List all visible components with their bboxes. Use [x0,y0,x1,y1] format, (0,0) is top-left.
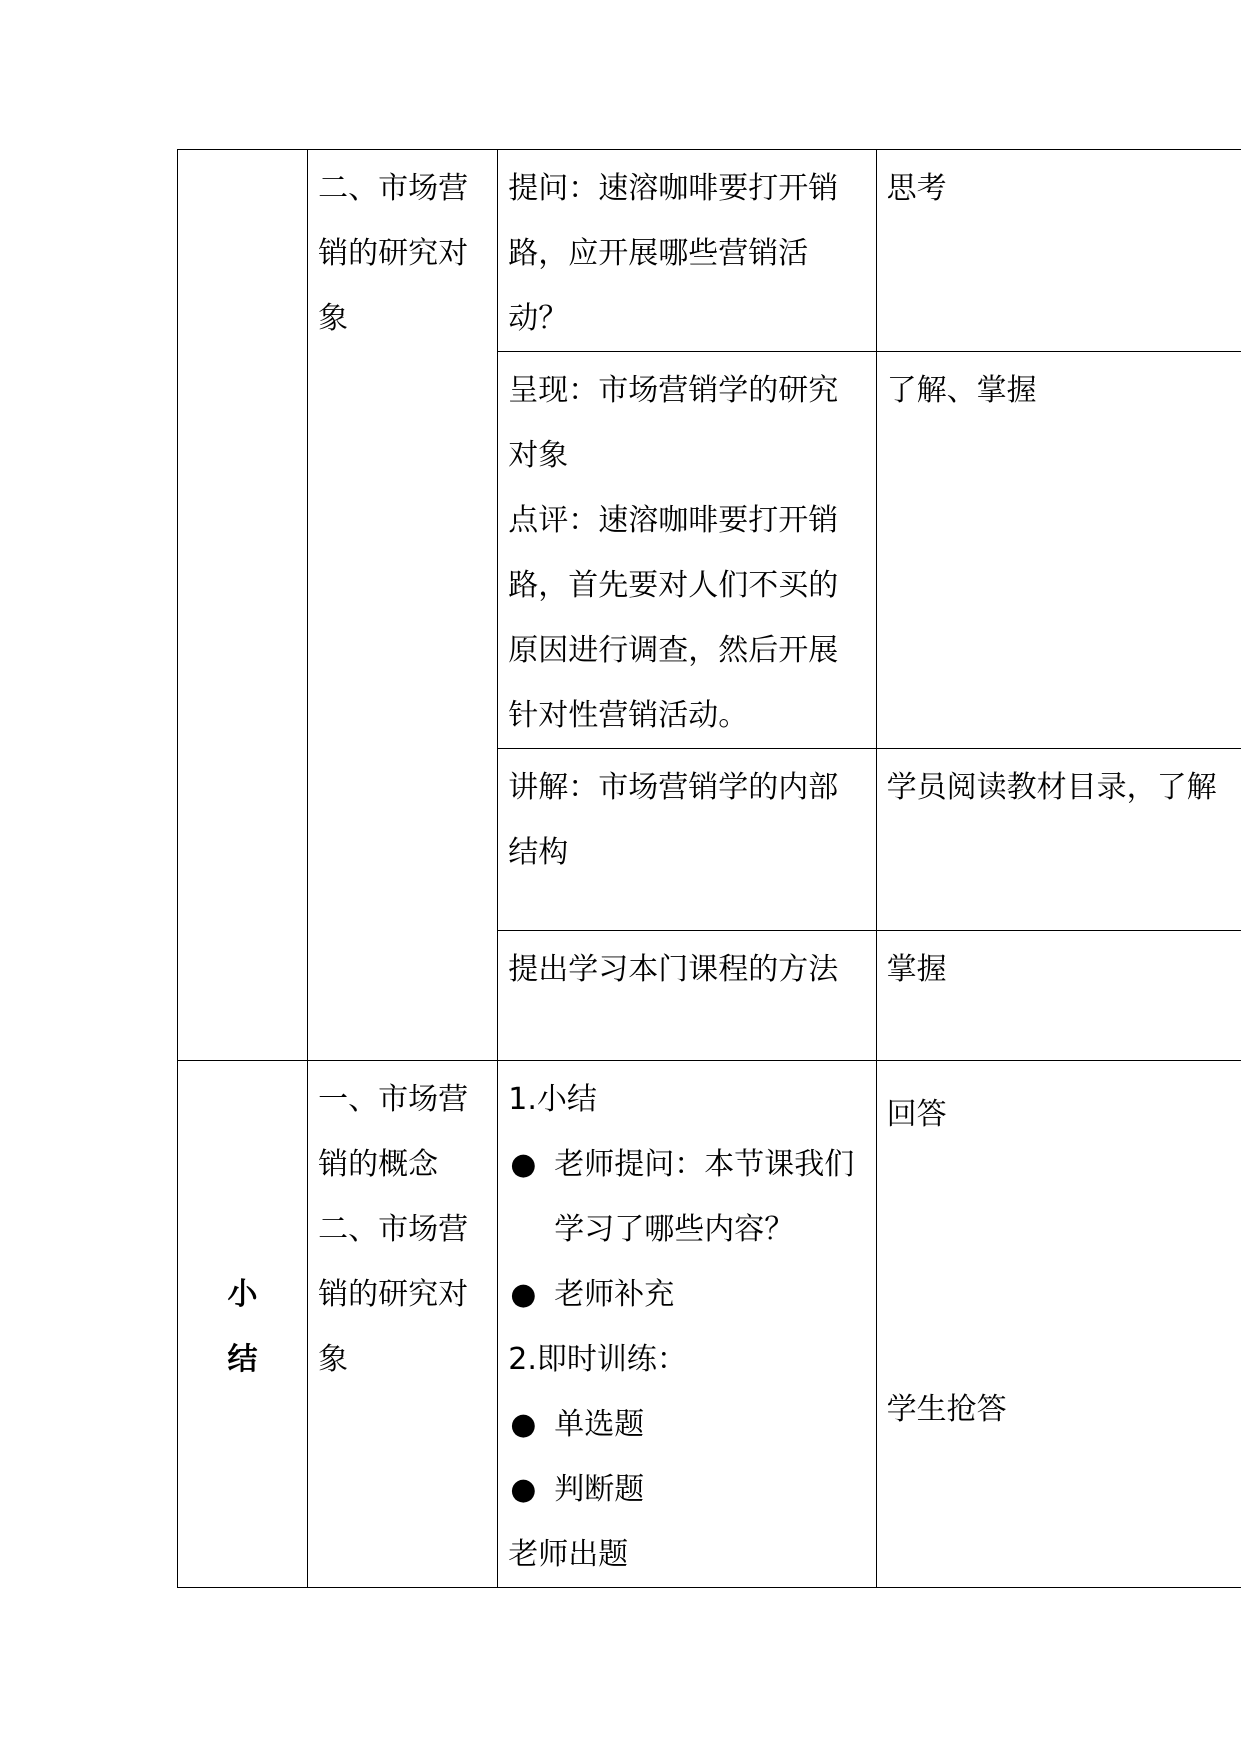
activity-cell [876,1061,1241,1588]
method-cell [498,931,876,1061]
activity-text: 学生抢答 [886,1392,1007,1427]
stage-label: 小 [227,1277,258,1312]
method-text: 呈现：市场营销学的研究对象 [508,373,839,473]
method-text: 提出学习本门课程的方法 [508,952,839,987]
bullet-icon: ● [510,1147,537,1182]
list-item-text: 单选题 [554,1407,645,1442]
bullet-icon: ● [510,1472,537,1507]
method-cell [498,150,876,352]
closing-text: 老师出题 [508,1537,629,1572]
training-heading: 2.即时训练： [508,1342,687,1377]
activity-cell [876,749,1241,931]
topic-text: 一、市场营销的概念 [318,1082,469,1182]
activity-text: 思考 [886,171,947,206]
activity-spacer [887,1147,1241,1377]
stage-label: 结 [227,1342,258,1377]
stage-cell-empty [178,150,308,1061]
list-item-text: 判断题 [554,1472,645,1507]
method-text: 点评：速溶咖啡要打开销路，首先要对人们不买的原因进行调查，然后开展针对性营销活动。 [508,503,839,733]
summary-heading: 1.小结 [508,1082,597,1117]
activity-text: 学员阅读教材目录，了解 [886,770,1217,805]
list-item [508,1132,865,1262]
activity-text: 掌握 [886,952,947,987]
activity-text: 回答 [886,1097,947,1132]
method-cell [498,1061,876,1588]
method-cell [498,352,876,749]
topic-text: 二、市场营销的研究对象 [318,171,469,336]
lesson-plan-table [177,149,1241,1588]
table-row [178,1061,1241,1588]
activity-text: 了解、掌握 [886,373,1037,408]
activity-cell [876,352,1241,749]
list-item-text: 老师补充 [554,1277,675,1312]
bullet-icon: ● [510,1277,537,1312]
topic-cell [308,150,498,1061]
bullet-icon: ● [510,1407,537,1442]
method-cell [498,749,876,931]
activity-cell [876,150,1241,352]
table-row [178,150,1241,352]
list-item [508,1392,865,1457]
activity-cell [876,931,1241,1061]
list-item [508,1457,865,1522]
list-item-text: 老师提问：本节课我们学习了哪些内容？ [554,1147,855,1247]
list-item [508,1262,865,1327]
stage-label-cell [178,1061,308,1588]
method-text: 讲解：市场营销学的内部结构 [508,770,839,870]
topic-text: 二、市场营销的研究对象 [318,1212,469,1377]
method-text: 提问：速溶咖啡要打开销路，应开展哪些营销活动？ [508,171,839,336]
topic-cell [308,1061,498,1588]
